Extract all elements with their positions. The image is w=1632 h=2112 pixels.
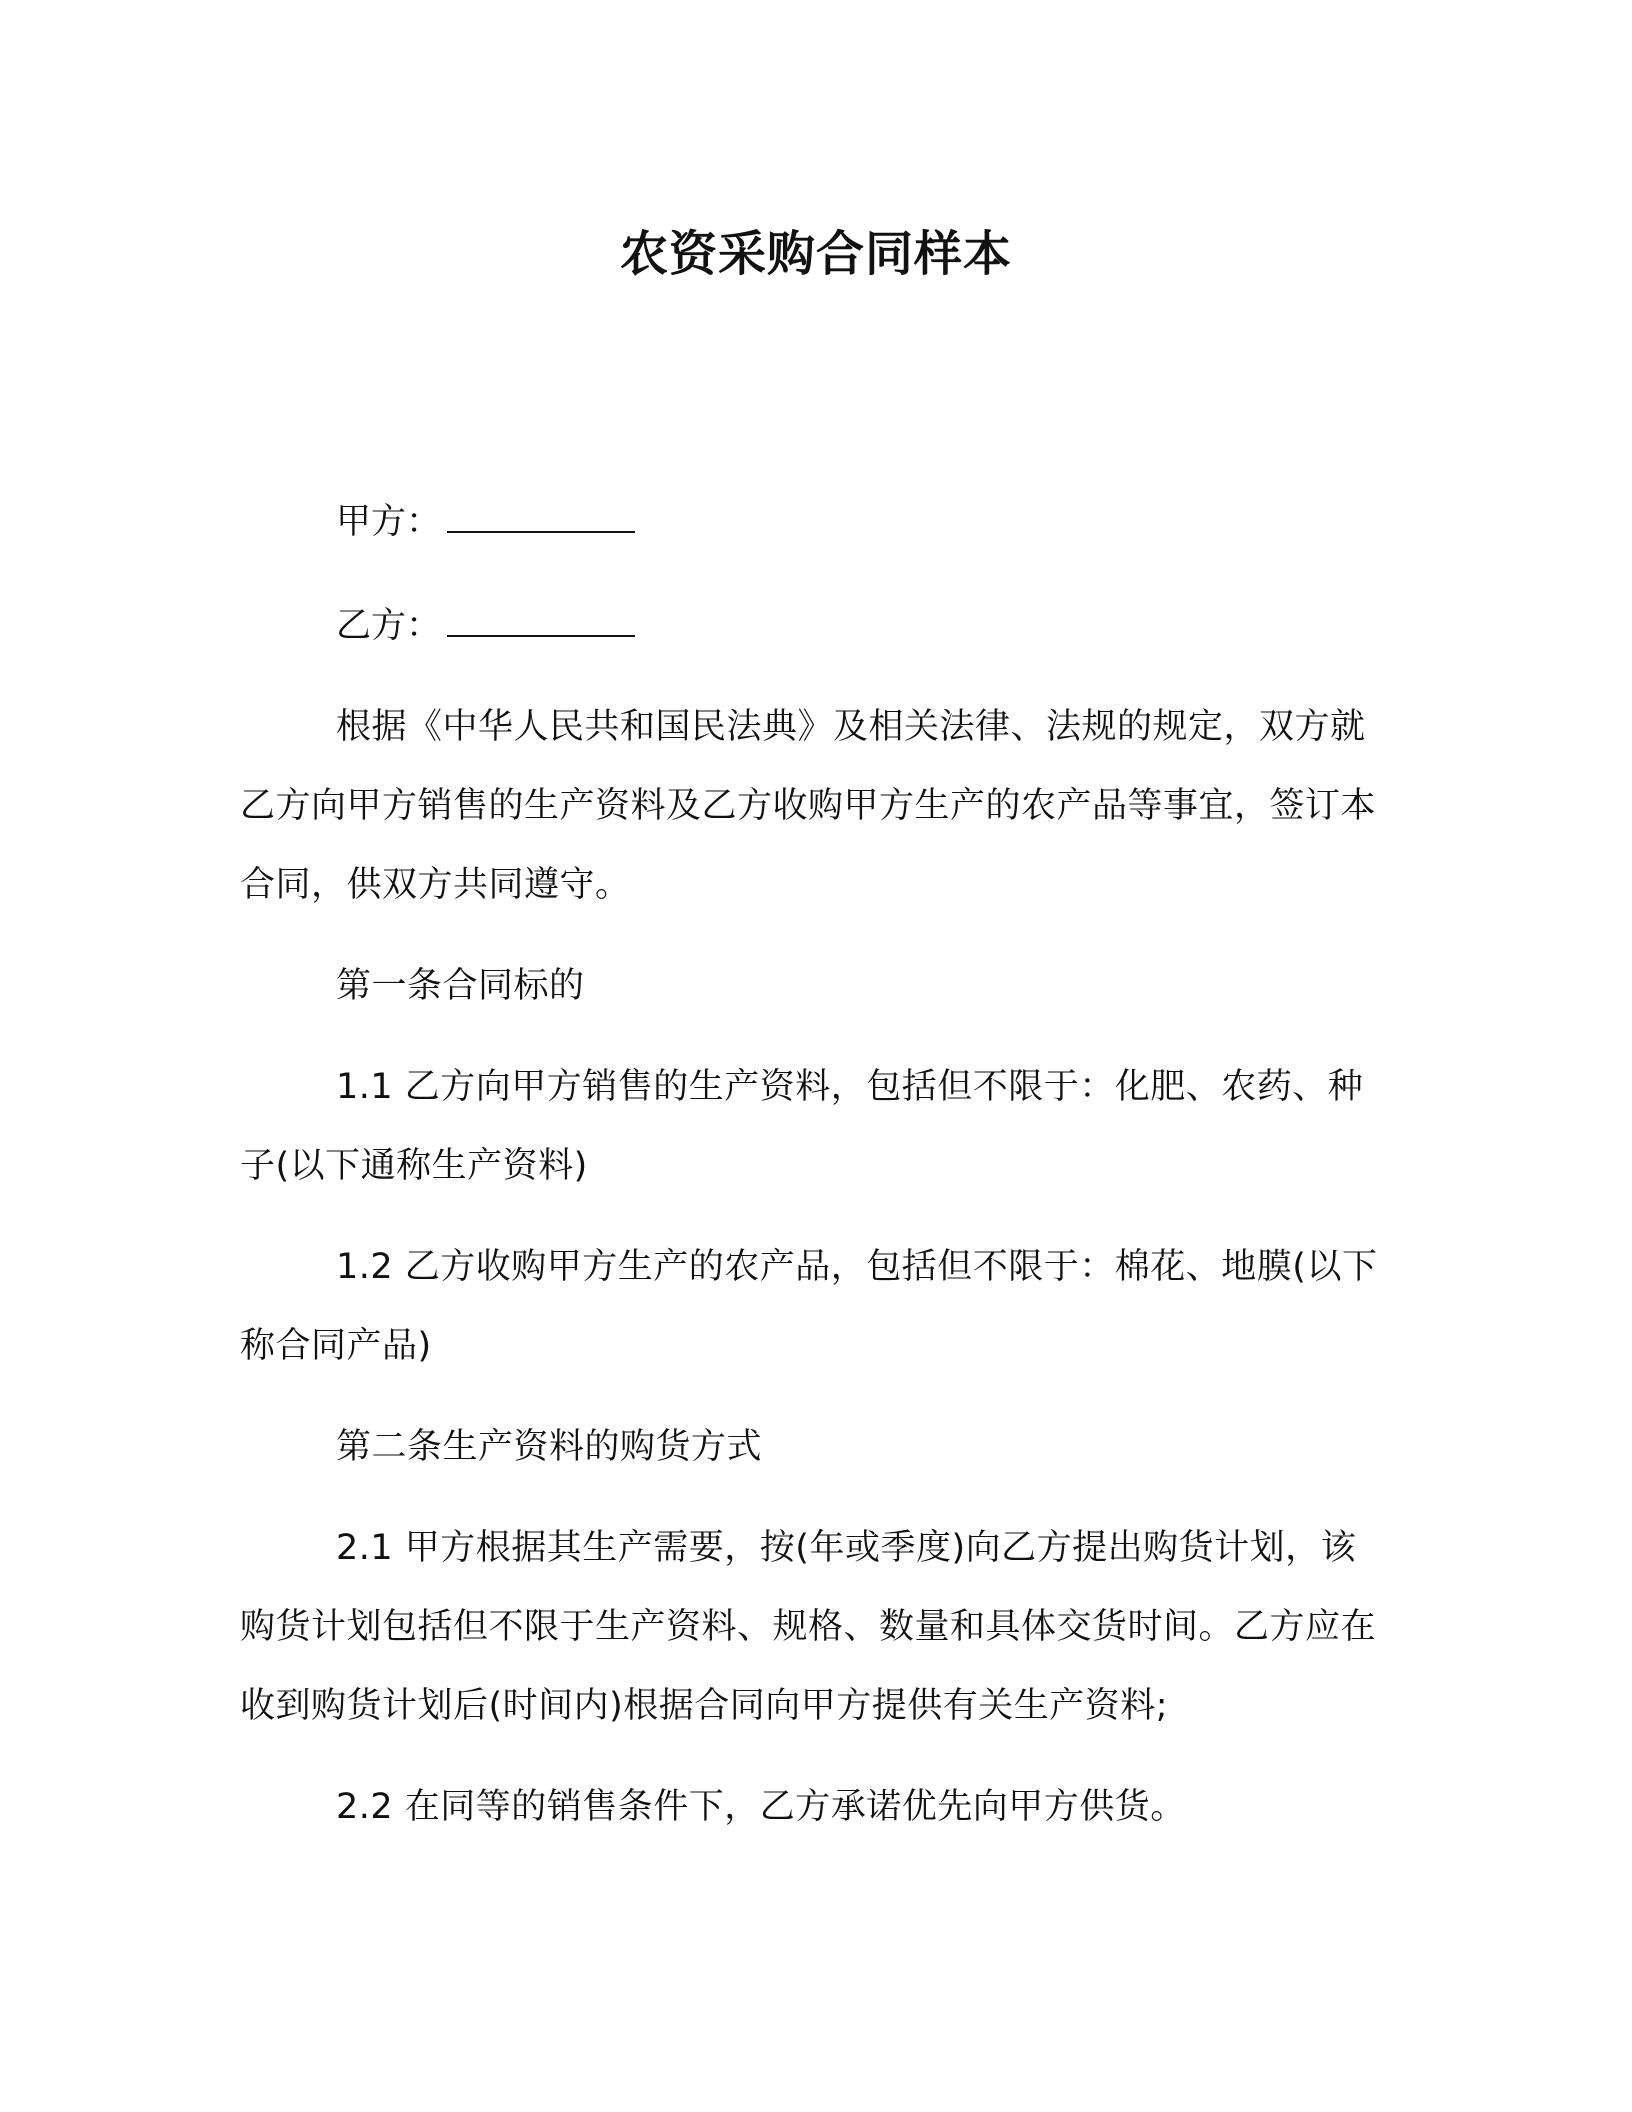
preamble-paragraph: 根据《中华人民共和国民法典》及相关法律、法规的规定，双方就乙方向甲方销售的生产资料及乙方收购甲方生产的农产品等事宜，签订本合同，供双方共同遵守。	[240, 707, 1377, 905]
article-1-heading: 第一条合同标的	[336, 966, 585, 1006]
clause-2-1: 2.1 甲方根据其生产需要，按(年或季度)向乙方提出购货计划，该购货计划包括但不限于生产资料、规格、数量和具体交货时间。乙方应在收到购货计划后(时间内)根据合同向甲方提供有关生产资料;	[240, 1528, 1377, 1726]
contract-body	[240, 688, 1390, 1847]
party-b-label: 乙方：	[336, 606, 442, 646]
clause-1-1: 1.1 乙方向甲方销售的生产资料，包括但不限于：化肥、农药、种子(以下通称生产资料)	[240, 1067, 1364, 1186]
party-a-line	[336, 492, 635, 552]
article-2-heading: 第二条生产资料的购货方式	[336, 1427, 763, 1467]
clause-1-2: 1.2 乙方收购甲方生产的农产品，包括但不限于：棉花、地膜(以下称合同产品)	[240, 1247, 1378, 1366]
party-a-blank	[447, 501, 635, 533]
party-b-blank	[447, 605, 635, 637]
document-title: 农资采购合同样本	[619, 226, 1012, 282]
clause-2-2: 2.2 在同等的销售条件下，乙方承诺优先向甲方供货。	[336, 1787, 1186, 1827]
party-a-label: 甲方：	[336, 502, 442, 542]
party-b-line	[336, 596, 635, 656]
